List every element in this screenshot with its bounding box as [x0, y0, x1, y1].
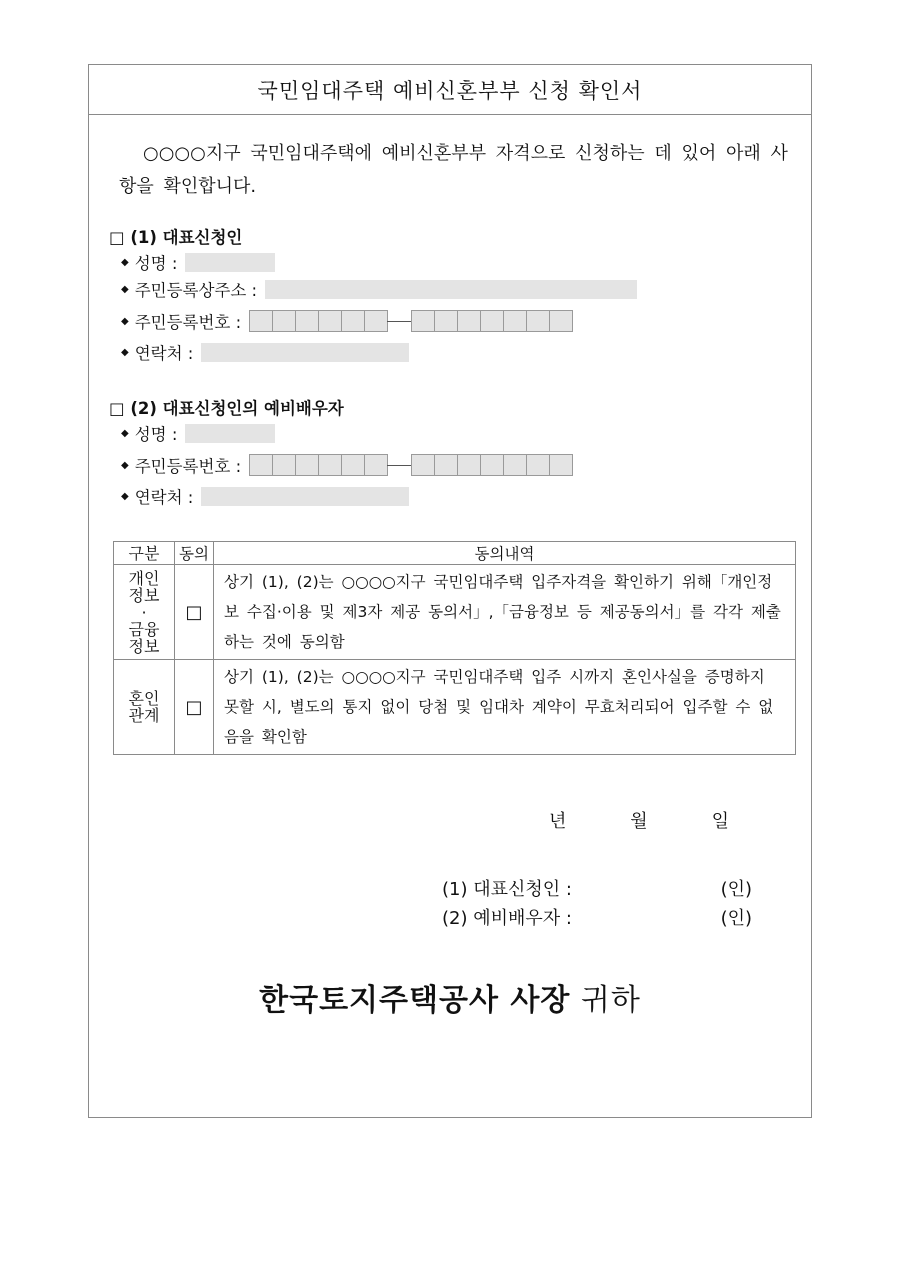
applicant-name-row	[121, 251, 275, 273]
recipient-line	[89, 975, 811, 1019]
applicant-address-redacted	[265, 280, 637, 299]
spouse-contact-redacted	[201, 487, 409, 506]
section2-heading: □ (2) 대표신청인의 예비배우자	[109, 399, 344, 418]
section1-heading: □ (1) 대표신청인	[109, 228, 243, 247]
applicant-contact-label: 연락처 :	[134, 344, 194, 363]
table-header-row	[114, 542, 796, 565]
applicant-signature-row	[442, 875, 752, 901]
applicant-contact-row	[121, 341, 409, 363]
spouse-seal: (인)	[720, 908, 752, 929]
applicant-address-row	[121, 278, 637, 300]
form-frame	[88, 64, 812, 1118]
recipient-org: 한국토지주택공사 사장	[259, 983, 571, 1018]
applicant-contact-redacted	[201, 343, 409, 362]
bullet-icon: ◆	[121, 490, 129, 502]
row1-agree-checkbox[interactable]: □	[175, 565, 214, 660]
spouse-rrn-row	[121, 454, 572, 476]
row2-agree-checkbox[interactable]: □	[175, 660, 214, 755]
intro-text: ○○○○지구 국민임대주택에 예비신혼부부 자격으로 신청하는 데 있어 아래 사항을 확인합니다.	[119, 143, 788, 197]
row1-category: 개인 정보 · 금융 정보	[114, 565, 175, 660]
spouse-signature-label: (2) 예비배우자 :	[442, 908, 572, 929]
applicant-seal: (인)	[720, 879, 752, 900]
spouse-contact-row	[121, 485, 409, 507]
date-line	[549, 807, 729, 833]
applicant-name-label: 성명 :	[134, 254, 178, 273]
date-year: 년	[549, 811, 567, 832]
row1-content: 상기 (1), (2)는 ○○○○지구 국민임대주택 입주자격을 확인하기 위해「개인정보 수집·이용 및 제3자 제공 동의서」,「금융정보 등 제공동의서」를 각각 제출하는 것에 동의함	[214, 565, 796, 660]
applicant-signature-label: (1) 대표신청인 :	[442, 879, 572, 900]
spouse-contact-label: 연락처 :	[134, 488, 194, 507]
spouse-rrn-label: 주민등록번호 :	[134, 457, 242, 476]
bullet-icon: ◆	[121, 315, 129, 327]
bullet-icon: ◆	[121, 346, 129, 358]
form-title: 국민임대주택 예비신혼부부 신청 확인서	[89, 65, 811, 115]
bullet-icon: ◆	[121, 283, 129, 295]
spouse-name-row	[121, 422, 275, 444]
date-month: 월	[630, 811, 648, 832]
header-agree: 동의	[175, 542, 214, 565]
date-day: 일	[711, 811, 729, 832]
spouse-signature-row	[442, 904, 752, 930]
bullet-icon: ◆	[121, 427, 129, 439]
header-content: 동의내역	[214, 542, 796, 565]
consent-table	[113, 541, 796, 755]
bullet-icon: ◆	[121, 256, 129, 268]
applicant-rrn-label: 주민등록번호 :	[134, 313, 242, 332]
recipient-suffix: 귀하	[580, 983, 641, 1018]
table-row	[114, 660, 796, 755]
row2-category: 혼인 관계	[114, 660, 175, 755]
header-category: 구분	[114, 542, 175, 565]
applicant-address-label: 주민등록상주소 :	[134, 281, 258, 300]
applicant-name-redacted	[185, 253, 275, 272]
bullet-icon: ◆	[121, 459, 129, 471]
spouse-name-redacted	[185, 424, 275, 443]
row2-content: 상기 (1), (2)는 ○○○○지구 국민임대주택 입주 시까지 혼인사실을 증명하지 못할 시, 별도의 통지 없이 당첨 및 임대차 계약이 무효처리되어 입주할 수 없음을 확인함	[214, 660, 796, 755]
applicant-rrn-row	[121, 310, 572, 332]
spouse-rrn-boxes	[249, 454, 572, 476]
applicant-rrn-boxes	[249, 310, 572, 332]
spouse-name-label: 성명 :	[134, 425, 178, 444]
table-row	[114, 565, 796, 660]
